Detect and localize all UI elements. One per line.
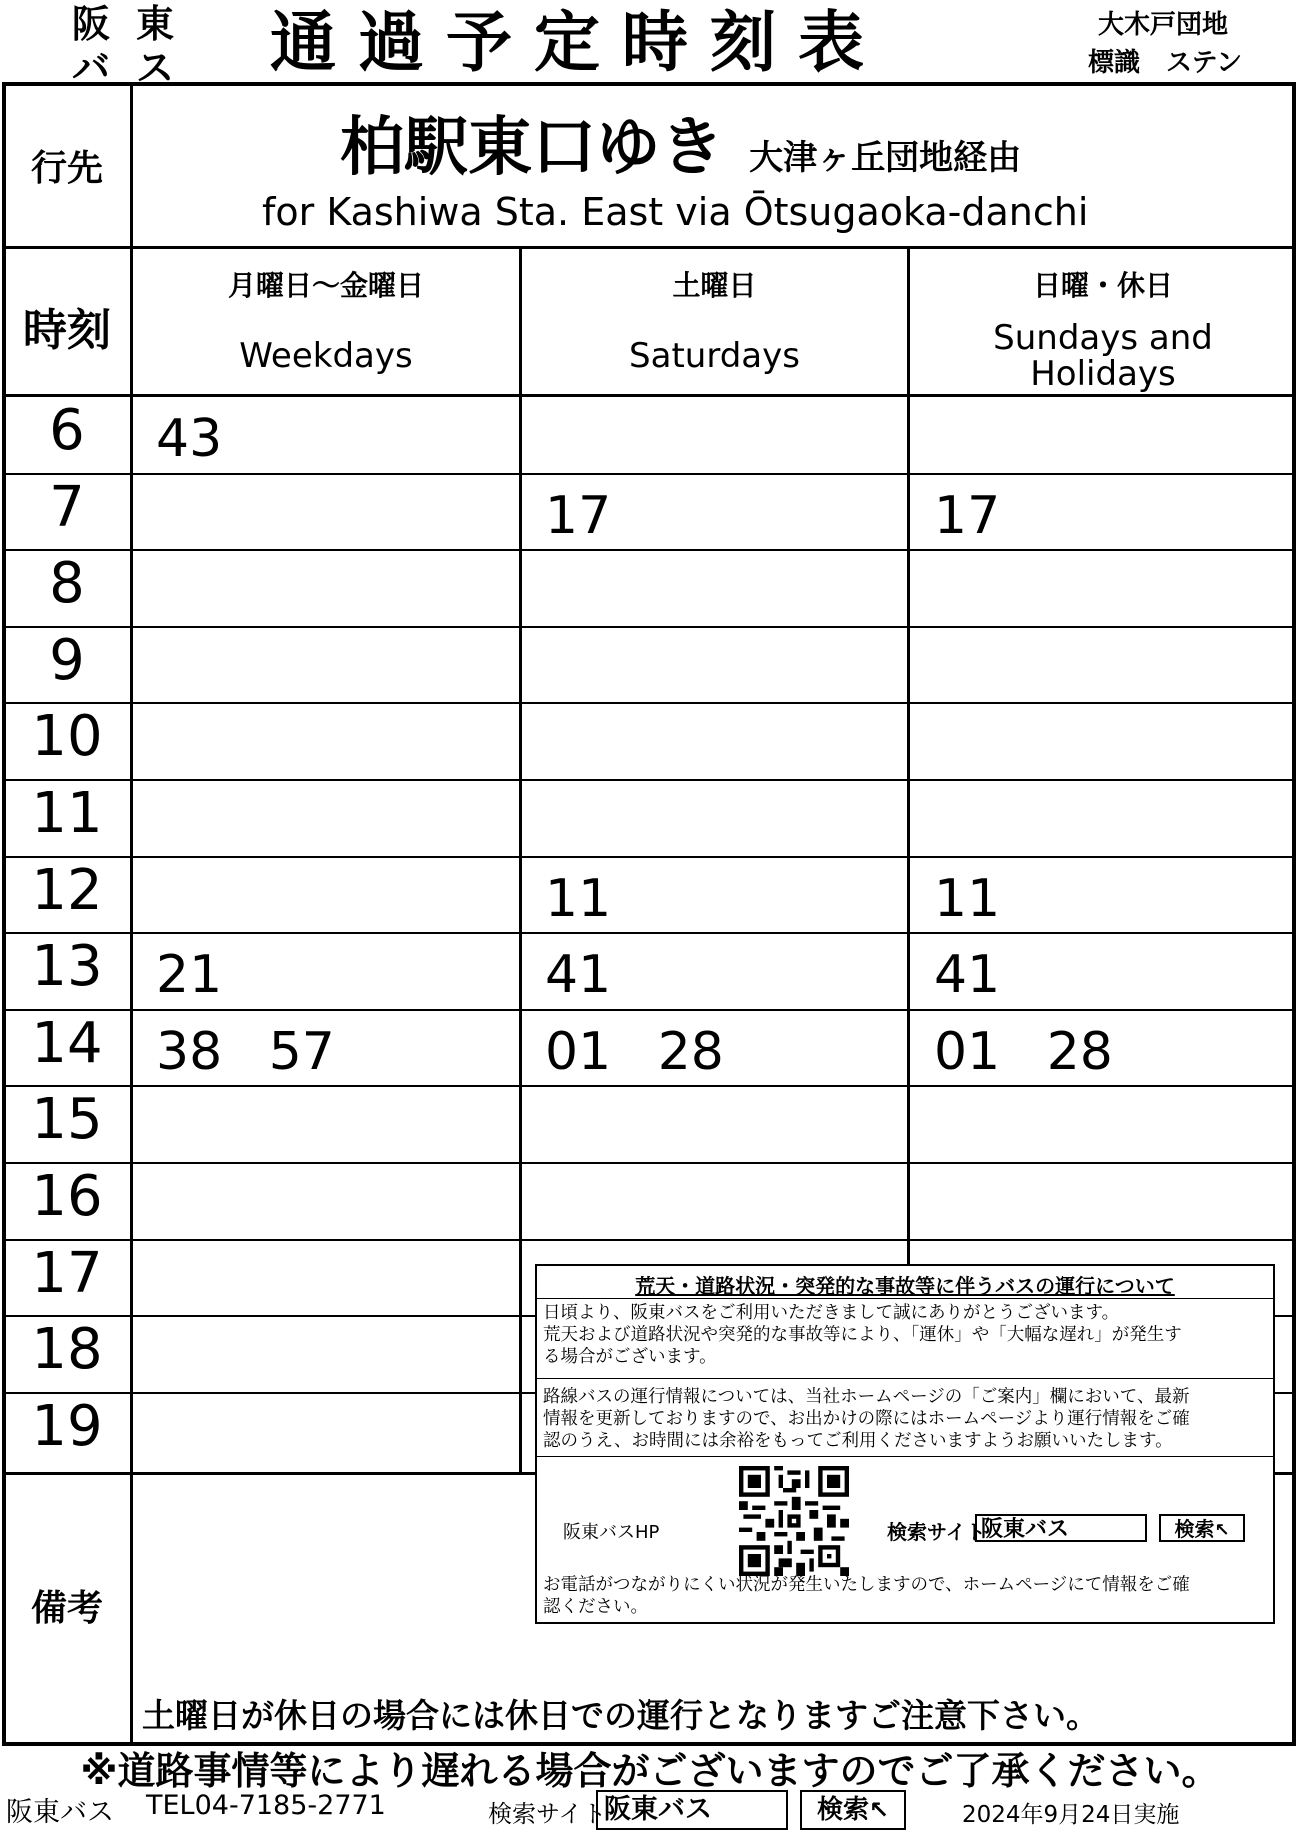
header-holidays xyxy=(910,264,1296,392)
page-title: 通過予定時刻表 xyxy=(270,4,886,81)
notice-search-button xyxy=(1159,1514,1245,1542)
notice-box xyxy=(535,1264,1275,1624)
notice-rule-2 xyxy=(537,1456,1273,1457)
hour-label: 19 xyxy=(31,1394,103,1459)
notice-paragraph-3 xyxy=(543,1574,1269,1618)
destination-english: for Kashiwa Sta. East via Ōtsugaoka-danchi xyxy=(262,190,1089,234)
holidays-minutes: 11 xyxy=(934,869,1001,929)
saturdays-ja: 土曜日 xyxy=(672,269,757,302)
hour-label: 10 xyxy=(31,704,103,769)
hour-row-divider xyxy=(4,1162,1296,1164)
hour-label: 11 xyxy=(31,781,103,846)
destination-label: 行先 xyxy=(30,148,103,189)
hour-label: 16 xyxy=(31,1164,103,1229)
notice-p3-l2: 認ください。 xyxy=(543,1597,648,1617)
hour-label: 14 xyxy=(31,1011,103,1076)
header-weekdays xyxy=(133,264,519,374)
notice-p1-l2: 荒天および道路状況や突発的な事故等により、「運休」や「大幅な遅れ」が発生す xyxy=(543,1325,1182,1345)
hour-label: 8 xyxy=(49,551,85,616)
col-divider-1 xyxy=(519,248,522,1472)
hour-row-divider xyxy=(4,626,1296,628)
remarks-label: 備考 xyxy=(30,1588,103,1629)
hour-row-divider xyxy=(4,1009,1296,1011)
notice-search-label: 検索サイト xyxy=(887,1520,986,1544)
cursor-arrow-icon: ↖ xyxy=(1214,1520,1230,1541)
hour-row-divider xyxy=(4,779,1296,781)
notice-p2-l1: 路線バスの運行情報については、当社ホームページの「ご案内」欄において、最新 xyxy=(543,1387,1190,1407)
hour-label: 17 xyxy=(31,1241,103,1306)
weekdays-minutes: 43 xyxy=(156,409,223,469)
notice-p3-l1: お電話がつながりにくい状況が発生いたしますので、ホームページにて情報をご確 xyxy=(543,1575,1190,1595)
footer-tel: TEL04-7185-2771 xyxy=(146,1790,386,1821)
company-line2: バス xyxy=(72,46,201,90)
hour-label: 6 xyxy=(49,398,85,463)
saturdays-minutes: 01 28 xyxy=(545,1022,724,1082)
homepage-label: 阪東バスHP xyxy=(563,1522,660,1543)
stop-sign-type: 標識 ステン xyxy=(1088,48,1243,78)
weekdays-ja: 月曜日～金曜日 xyxy=(227,269,424,302)
holidays-minutes: 41 xyxy=(934,945,1001,1005)
header-row-divider xyxy=(4,394,1296,397)
cursor-arrow-icon: ↖ xyxy=(868,1796,890,1824)
holidays-ja: 日曜・休日 xyxy=(1032,269,1173,302)
saturdays-minutes: 11 xyxy=(545,869,612,929)
notice-p2-l2: 情報を更新しておりますので、お出かけの際にはホームページより運行情報をご確 xyxy=(543,1409,1190,1429)
destination-name: 柏駅東口ゆき xyxy=(340,111,724,185)
hour-row-divider xyxy=(4,549,1296,551)
hour-label: 7 xyxy=(49,475,85,540)
hour-label: 18 xyxy=(31,1317,103,1382)
notice-p1-l1: 日頃より、阪東バスをご利用いただきまして誠にありがとうございます。 xyxy=(543,1303,1120,1323)
holidays-minutes: 01 28 xyxy=(934,1022,1113,1082)
time-label: 時刻 xyxy=(23,305,111,356)
weekdays-minutes: 21 xyxy=(156,945,223,1005)
hour-label: 15 xyxy=(31,1087,103,1152)
notice-paragraph-1 xyxy=(543,1302,1269,1368)
saturdays-minutes: 41 xyxy=(545,945,612,1005)
footer-company: 阪東バス xyxy=(6,1797,114,1828)
notice-search-box: 阪東バス xyxy=(975,1514,1147,1542)
notice-search-button-label: 検索 xyxy=(1174,1517,1215,1541)
qr-code-icon[interactable] xyxy=(739,1466,849,1576)
hour-label: 13 xyxy=(31,934,103,999)
footer-search-button xyxy=(800,1790,906,1830)
notice-title: 荒天・道路状況・突発的な事故等に伴うバスの運行について xyxy=(635,1274,1175,1298)
hour-row-divider xyxy=(4,932,1296,934)
holidays-minutes: 17 xyxy=(934,486,1001,546)
destination-title xyxy=(340,96,1021,188)
hour-row-divider xyxy=(4,1085,1296,1087)
notice-p2-l3: 認のうえ、お時間には余裕をもってご利用くださいますようお願いいたします。 xyxy=(543,1431,1173,1451)
footer-search-label: 検索サイト xyxy=(488,1800,607,1828)
notice-title-rule xyxy=(537,1298,1273,1299)
holidays-en: Sundays and Holidays xyxy=(993,318,1213,394)
footer-search-box: 阪東バス xyxy=(596,1790,788,1830)
saturdays-minutes: 17 xyxy=(545,486,612,546)
hour-row-divider xyxy=(4,702,1296,704)
notice-rule-1 xyxy=(537,1378,1273,1379)
notice-p1-l3: る場合がございます。 xyxy=(543,1347,717,1367)
notice-paragraph-2 xyxy=(543,1386,1269,1452)
destination-via: 大津ヶ丘団地経由 xyxy=(749,138,1022,178)
stop-name: 大木戸団地 xyxy=(1098,10,1229,40)
company-name xyxy=(72,2,202,90)
remarks-text: 土曜日が休日の場合には休日での運行となりますご注意下さい。 xyxy=(142,1696,1099,1735)
stop-info xyxy=(1088,6,1298,82)
hour-label: 12 xyxy=(31,858,103,923)
header-saturdays xyxy=(522,264,907,374)
company-line1: 阪東 xyxy=(72,2,201,46)
footer-search-button-label: 検索 xyxy=(816,1795,869,1825)
destination-row-divider xyxy=(4,246,1296,249)
hour-label: 9 xyxy=(49,628,85,693)
hour-row-divider xyxy=(4,473,1296,475)
footer-effective-date: 2024年9月24日実施 xyxy=(962,1802,1180,1828)
weekdays-en: Weekdays xyxy=(239,336,413,376)
weekdays-minutes: 38 57 xyxy=(156,1022,335,1082)
hour-row-divider xyxy=(4,1239,1296,1241)
saturdays-en: Saturdays xyxy=(629,336,800,376)
hour-row-divider xyxy=(4,856,1296,858)
footer-delay-note: ※道路事情等により遅れる場合がございますのでご了承ください。 xyxy=(80,1749,1220,1793)
